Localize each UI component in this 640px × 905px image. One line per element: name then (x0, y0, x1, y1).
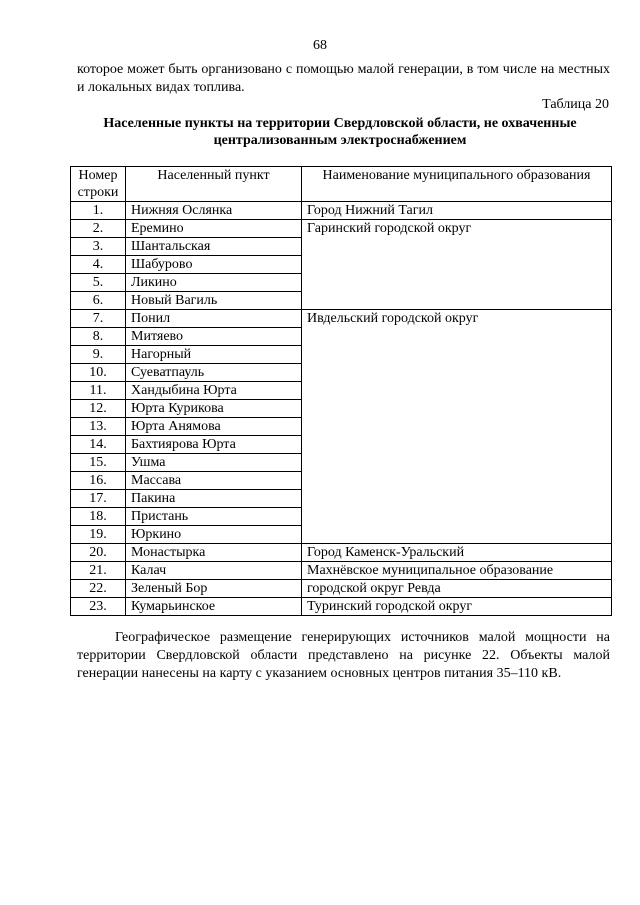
row-number: 2. (71, 220, 126, 238)
intro-paragraph: которое может быть организовано с помощью малой генерации, в том числе на местных и локальных видах топлива. (77, 62, 610, 95)
row-number: 14. (71, 436, 126, 454)
settlement-name: Юркино (126, 526, 302, 544)
row-number: 10. (71, 364, 126, 382)
table-row (71, 544, 612, 562)
settlement-name: Нагорный (126, 346, 302, 364)
row-number: 16. (71, 472, 126, 490)
settlement-name: Хандыбина Юрта (126, 382, 302, 400)
table-row (71, 202, 612, 220)
settlement-name: Пристань (126, 508, 302, 526)
settlement-name: Калач (126, 562, 302, 580)
settlement-name: Бахтиярова Юрта (126, 436, 302, 454)
settlement-name: Юрта Курикова (126, 400, 302, 418)
table-row (71, 310, 612, 328)
row-number: 20. (71, 544, 126, 562)
row-number: 13. (71, 418, 126, 436)
closing-paragraph: Географическое размещение генерирующих источников малой мощности на территории Свердловской области представлено на рисунке 22. Объекты малой генерации нанесены на карту с указанием основных центров питания 35–110 кВ. (77, 630, 610, 681)
settlement-name: Еремино (126, 220, 302, 238)
row-number: 1. (71, 202, 126, 220)
settlement-name: Суеватпауль (126, 364, 302, 382)
municipality-name: Город Нижний Тагил (302, 202, 612, 220)
row-number: 9. (71, 346, 126, 364)
row-number: 19. (71, 526, 126, 544)
header-settlement: Населенный пункт (126, 167, 302, 202)
settlement-name: Юрта Анямова (126, 418, 302, 436)
row-number: 17. (71, 490, 126, 508)
header-row-number: Номер строки (71, 167, 126, 202)
table-title-line-1: Населенные пункты на территории Свердловской области, не охваченные (103, 116, 577, 131)
settlement-name: Митяево (126, 328, 302, 346)
table-row (71, 562, 612, 580)
row-number: 12. (71, 400, 126, 418)
page-number: 68 (313, 38, 327, 53)
table-title-line-2: централизованным электроснабжением (213, 133, 467, 148)
table-title (70, 115, 610, 149)
row-number: 3. (71, 238, 126, 256)
settlement-name: Нижняя Ослянка (126, 202, 302, 220)
settlement-name: Новый Вагиль (126, 292, 302, 310)
row-number: 18. (71, 508, 126, 526)
row-number: 21. (71, 562, 126, 580)
settlement-name: Шабурово (126, 256, 302, 274)
municipality-name: Гаринский городской округ (302, 220, 612, 310)
municipality-name: Махнёвское муниципальное образование (302, 562, 612, 580)
row-number: 4. (71, 256, 126, 274)
municipality-name: Ивдельский городской округ (302, 310, 612, 544)
municipality-name: Город Каменск-Уральский (302, 544, 612, 562)
row-number: 8. (71, 328, 126, 346)
row-number: 15. (71, 454, 126, 472)
row-number: 5. (71, 274, 126, 292)
settlement-name: Пакина (126, 490, 302, 508)
settlement-name: Монастырка (126, 544, 302, 562)
settlement-name: Шантальская (126, 238, 302, 256)
row-number: 23. (71, 598, 126, 616)
settlements-table (70, 166, 612, 616)
settlement-name: Кумарьинское (126, 598, 302, 616)
row-number: 6. (71, 292, 126, 310)
table-row (71, 220, 612, 238)
settlement-name: Массава (126, 472, 302, 490)
table-header-row (71, 167, 612, 202)
row-number: 7. (71, 310, 126, 328)
settlement-name: Понил (126, 310, 302, 328)
table-row (71, 598, 612, 616)
settlement-name: Ликино (126, 274, 302, 292)
municipality-name: Туринский городской округ (302, 598, 612, 616)
row-number: 22. (71, 580, 126, 598)
table-label: Таблица 20 (542, 97, 609, 112)
settlement-name: Ушма (126, 454, 302, 472)
header-municipality: Наименование муниципального образования (302, 167, 612, 202)
municipality-name: городской округ Ревда (302, 580, 612, 598)
settlement-name: Зеленый Бор (126, 580, 302, 598)
table-row (71, 580, 612, 598)
row-number: 11. (71, 382, 126, 400)
